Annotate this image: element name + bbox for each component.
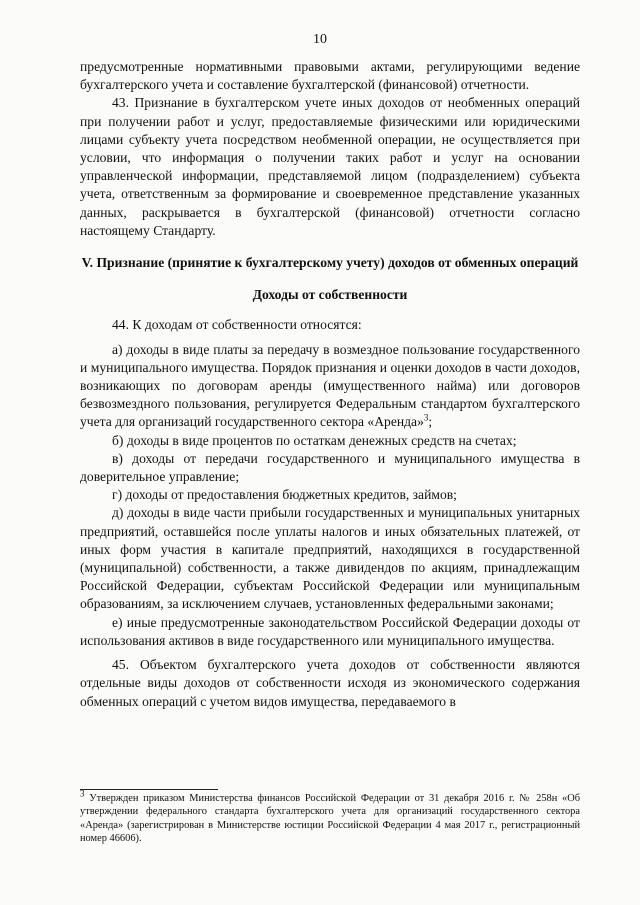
paragraph-45: 45. Объектом бухгалтерского учета доходов от собственности являются отдельные виды доходов от собственности исходя из экономического содержания обменных операций с учетом видов имущества, передаваемого в	[80, 657, 580, 709]
section-heading: V. Признание (принятие к бухгалтерскому учету) доходов от обменных операций	[81, 255, 579, 271]
list-item-e: е) иные предусмотренные законодательством Российской Федерации доходы от использования активов в виде государственного или муниципального имущества.	[80, 614, 580, 648]
paragraph-continuation: предусмотренные нормативными правовыми актами, регулирующими ведение бухгалтерского учета и составление бухгалтерской (финансовой) отчетности.	[80, 59, 580, 93]
paragraph-44-intro: 44. К доходам от собственности относятся:	[112, 317, 362, 333]
list-item-d: д) доходы в виде части прибыли государственных и муниципальных унитарных предприятий, оставшейся после уплаты налогов и иных обязательных платежей, от иных форм участия в капитале предприятий, находящихся в государственной (муниципальной) собственности, а также дивидендов по акциям, принадлежащим Российской Федерации, субъектам Российской Федерации или муниципальным образованиям, за исключением случаев, установленных федеральными законами;	[80, 505, 580, 612]
footnote-text: Утвержден приказом Министерства финансов Российской Федерации от 31 декабря 2016 г. № 258н «Об утверждении федерального стандарта бухгалтерского учета для организаций государственного сектора «Аренда» (зарегистрирован в Министерстве юстиции Российской Федерации 4 мая 2017 г., регистрационный номер 46606).	[80, 793, 580, 845]
page-number: 10	[313, 32, 327, 47]
document-body	[80, 58, 580, 711]
subheading: Доходы от собственности	[252, 287, 408, 303]
list-item-v: в) доходы от передачи государственного и муниципального имущества в доверительное управление;	[80, 450, 580, 485]
footnote-marker: 3	[80, 788, 85, 799]
footnote-reference: 3	[423, 412, 429, 423]
footnote-divider	[80, 789, 218, 790]
footnote	[80, 788, 580, 846]
paragraph-43: 43. Признание в бухгалтерском учете иных доходов от необменных операций при получении работ и услуг, предоставляемые физическими или юридическими лицами субъекту учета посредством необменной операции, не осуществляется при условии, что информация о получении таких работ и услуг на основании управленческой информации, представляемой лицом (подразделением) субъекта учета, ответственным за формирование и своевременное представление указанных данных, раскрывается в бухгалтерской (финансовой) отчетности согласно настоящему Стандарту.	[80, 95, 580, 238]
list-item-b: б) доходы в виде процентов по остаткам денежных средств на счетах;	[112, 432, 517, 448]
list-item-a-end: ;	[428, 414, 433, 430]
list-item-a	[80, 341, 580, 432]
list-item-a-text: а) доходы в виде платы за передачу в возмездное пользование государственного и муниципального имущества. Порядок признания и оценки доходов в части доходов, возникающих по договорам аренды (имущественного найма) или договоров безвозмездного пользования, регулируется Федеральным стандартом бухгалтерского учета для организаций государственного сектора «Аренда»	[80, 341, 580, 430]
list-item-g: г) доходы от предоставления бюджетных кредитов, займов;	[112, 487, 457, 503]
